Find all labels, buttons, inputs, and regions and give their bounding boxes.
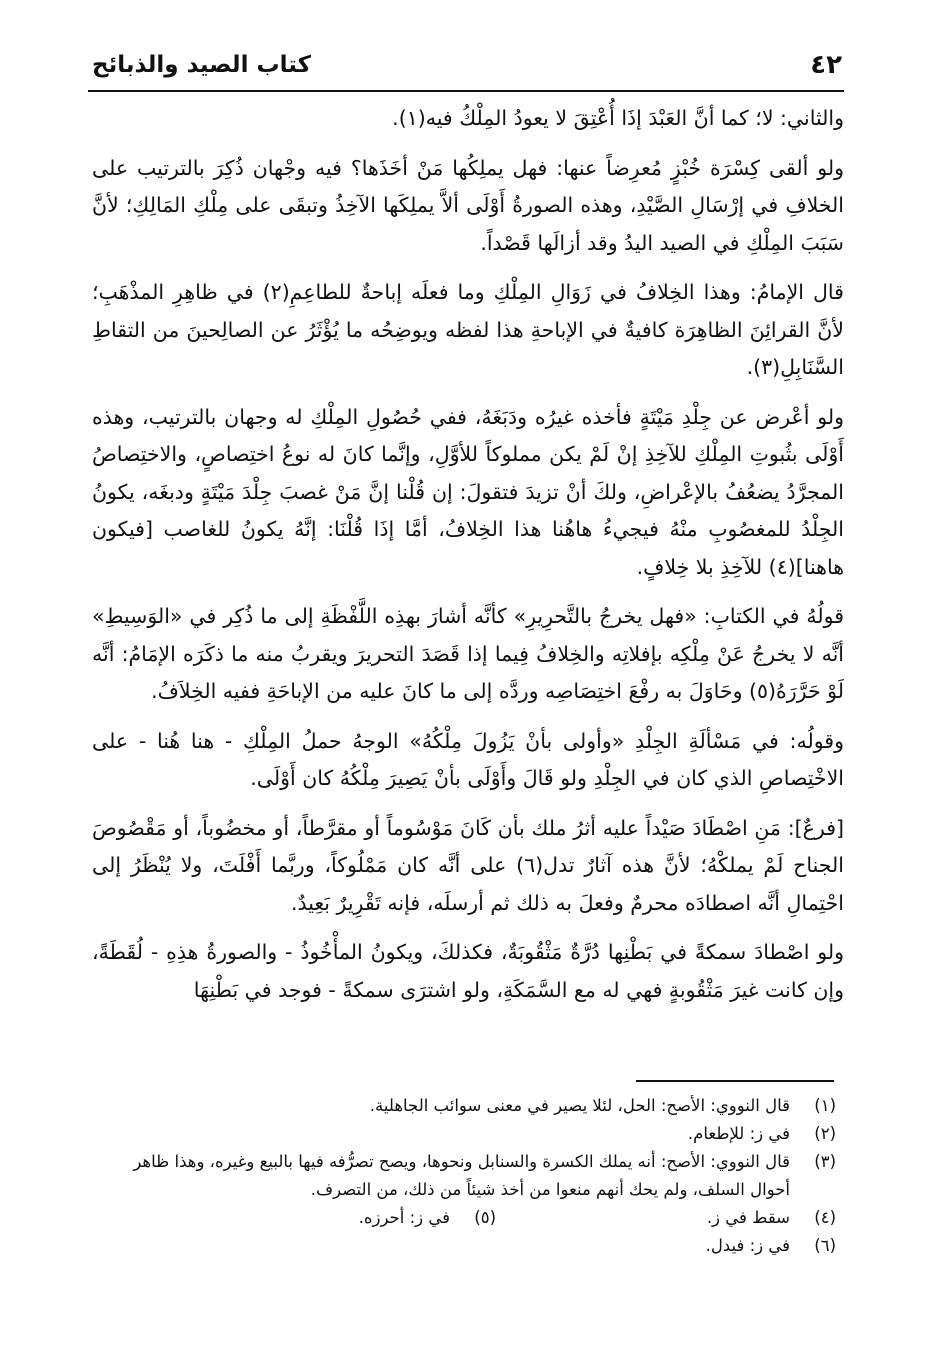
footnote-text: قال النووي: الأصح: الحل، لئلا يصير في معنى سوائب الجاهلية.: [369, 1096, 790, 1115]
footnote-number: (١): [814, 1096, 836, 1115]
footnote-row: [92, 1204, 836, 1232]
footnote-number: (٢): [814, 1124, 836, 1143]
page-number: ٤٢: [810, 50, 842, 80]
paragraph: وقولُه: في مَسْألَةِ الجِلْدِ «وأولى بأنْ يَزُولَ مِلْكُهُ» الوجهُ حملُ المِلْكِ - هنا هُنا - على الاخْتِصاصِ الذي كان في الجِلْدِ ولو قَالَ وأَوْلَى بأنْ يَصِيرَ مِلْكُهُ كان أَوْلَى.: [92, 728, 844, 790]
paragraph: ولو ألقى كِسْرَة خُبْزٍ مُعرِضاً عنها: فهل يملِكُها مَنْ أخَذَها؟ فيه وجْهان ذُكِرَ بالترتيب على الخلافِ في إرْسَالِ الصَّيْدِ، وهذه الصورةُ أَوْلَى ألاَّ يملِكَها الآخِذُ وتبقَى على مِلْكِ المَالِكِ؛ لأنَّ سَبَبَ المِلْكِ في الصيد اليدُ وقد أزالَها قَصْداً.: [92, 155, 844, 255]
paragraph: [فرعٌ]: مَنِ اصْطَادَ صَيْداً عليه أثرُ ملك بأن كَانَ مَوْسُوماً أو مقرَّطاً، أو مخضُوباً، أو مَقْصُوصَ الجناح لَمْ يملكْهُ؛ لأنَّ هذه آثارٌ تدل(٦) على أنَّه كان مَمْلُوكاً، وربَّما أَفْلَتَ، ولا يُنْظَرُ إلى احْتِمالِ أنَّه اصطادَه محرمٌ وفعلَ به ذلك ثم أرسلَه، فإنه تَقْرِيرٌ بَعِيدٌ.: [92, 815, 844, 915]
footnote-number: (٣): [814, 1152, 836, 1171]
footnote-number: (٦): [814, 1236, 836, 1255]
footnote-number: (٥): [474, 1208, 496, 1227]
footnote-text: قال النووي: الأصح: أنه يملك الكسرة والسنابل ونحوها، ويصح تصرُّفه فيها بالبيع وغيره، وهذا ظاهر أحوال السلف، ولم يحك أنهم منعوا من أخذ شيئاً من ذلك، من التصرف.: [133, 1152, 790, 1199]
paragraph: قال الإمامُ: وهذا الخِلافُ في زَوَالِ المِلْكِ وما فعلَه إباحةٌ للطاعِمِ(٢) في ظاهِرِ المذْهَبِ؛ لأنَّ القرائِنَ الظاهِرَة كافيةٌ في الإباحةِ هذا لفظه ويوضِحُه ما يُؤْثَرُ عن الصالِحينَ من التقاطِ السَّنَابِلِ(٣).: [92, 280, 844, 379]
footnote: [92, 1148, 836, 1204]
paragraph: ولو اصْطادَ سمكةً في بَطْنِها دُرَّةٌ مَثْقُوبَةٌ، فكذلكَ، ويكونُ المأْخُوذُ - والصورةُ هذِهِ - لُقَطَةً، وإن كانت غيرَ مَثْقُوبةٍ فهي له مع السَّمَكَةِ، ولو اشترَى سمكةً - فوجد في بَطْنِهَا: [92, 940, 844, 1002]
footnote-text: في ز: للإطعام.: [687, 1124, 790, 1143]
footnote-text: في ز: فيدل.: [705, 1236, 790, 1255]
footnote-text: سقط في ز.: [706, 1208, 790, 1227]
footnote: [359, 1204, 496, 1232]
paragraph: والثاني: لا؛ كما أنَّ العَبْدَ إذَا أُعْتِقَ لا يعودُ المِلْكُ فيه(١).: [392, 106, 844, 130]
paragraph: قولُهُ في الكتابِ: «فهل يخرجُ بالتَّحرِيرِ» كأنَّه أشارَ بهذِه اللَّفْظَةِ إلى ما ذُكِر في «الوَسِيطِ» أنَّه لا يخرجُ عَنْ مِلْكِه بإفلاتِه والخِلافُ فِيما إذا قَصَدَ التحريرَ ويقربُ منه ما ذكَرَه الإمَامُ: أنَّه لَوْ حَرَّرَهُ(٥) وحَاوَلَ به رفْعَ اختِصَاصِه وردَّه إلى ما كانَ عليه من الإباحَةِ ففيه الخِلاَفُ.: [92, 604, 844, 703]
footnote: [92, 1120, 836, 1148]
footnote: [496, 1204, 836, 1232]
main-text: [92, 100, 844, 1021]
footnotes: [92, 1092, 836, 1260]
footnote: [92, 1232, 836, 1260]
footnote-number: (٤): [814, 1208, 836, 1227]
footnote-separator: [636, 1080, 834, 1082]
paragraph: ولو أعْرض عن جِلْدِ مَيْتَةٍ فأخذه غيرُه ودَبَغَهُ، ففي حُصُولِ المِلْكِ له وجهان بالترتيب، وهذه أَوْلَى بثُبوتِ المِلْكِ للآخِذِ إنْ لَمْ يكن مملوكاً للأوَّلِ، وإنَّما كانَ له نوعُ اختِصاصٍ، والاختِصاصُ المجرَّدُ يضعُفُ بالإعْراضِ، ولكَ أنْ تزيدَ فتقولَ: إن قُلْنا إنَّ مَنْ غصبَ جِلْدَ مَيْتَةٍ ودبغَه، يكونُ الجِلْدُ للمغصُوبِ منْهُ فيجيءُ هاهُنا هذا الخِلافُ، أمَّا إذَا قُلْنَا: إنَّهُ يكونُ للغاصب [فيكون هاهنا](٤) للآخِذِ بلا خِلافٍ.: [92, 404, 844, 579]
footnote: [92, 1092, 836, 1120]
page-header: [88, 44, 844, 92]
footnote-text: في ز: أحرزه.: [358, 1208, 450, 1227]
running-title: كتاب الصيد والذبائح: [92, 52, 311, 78]
